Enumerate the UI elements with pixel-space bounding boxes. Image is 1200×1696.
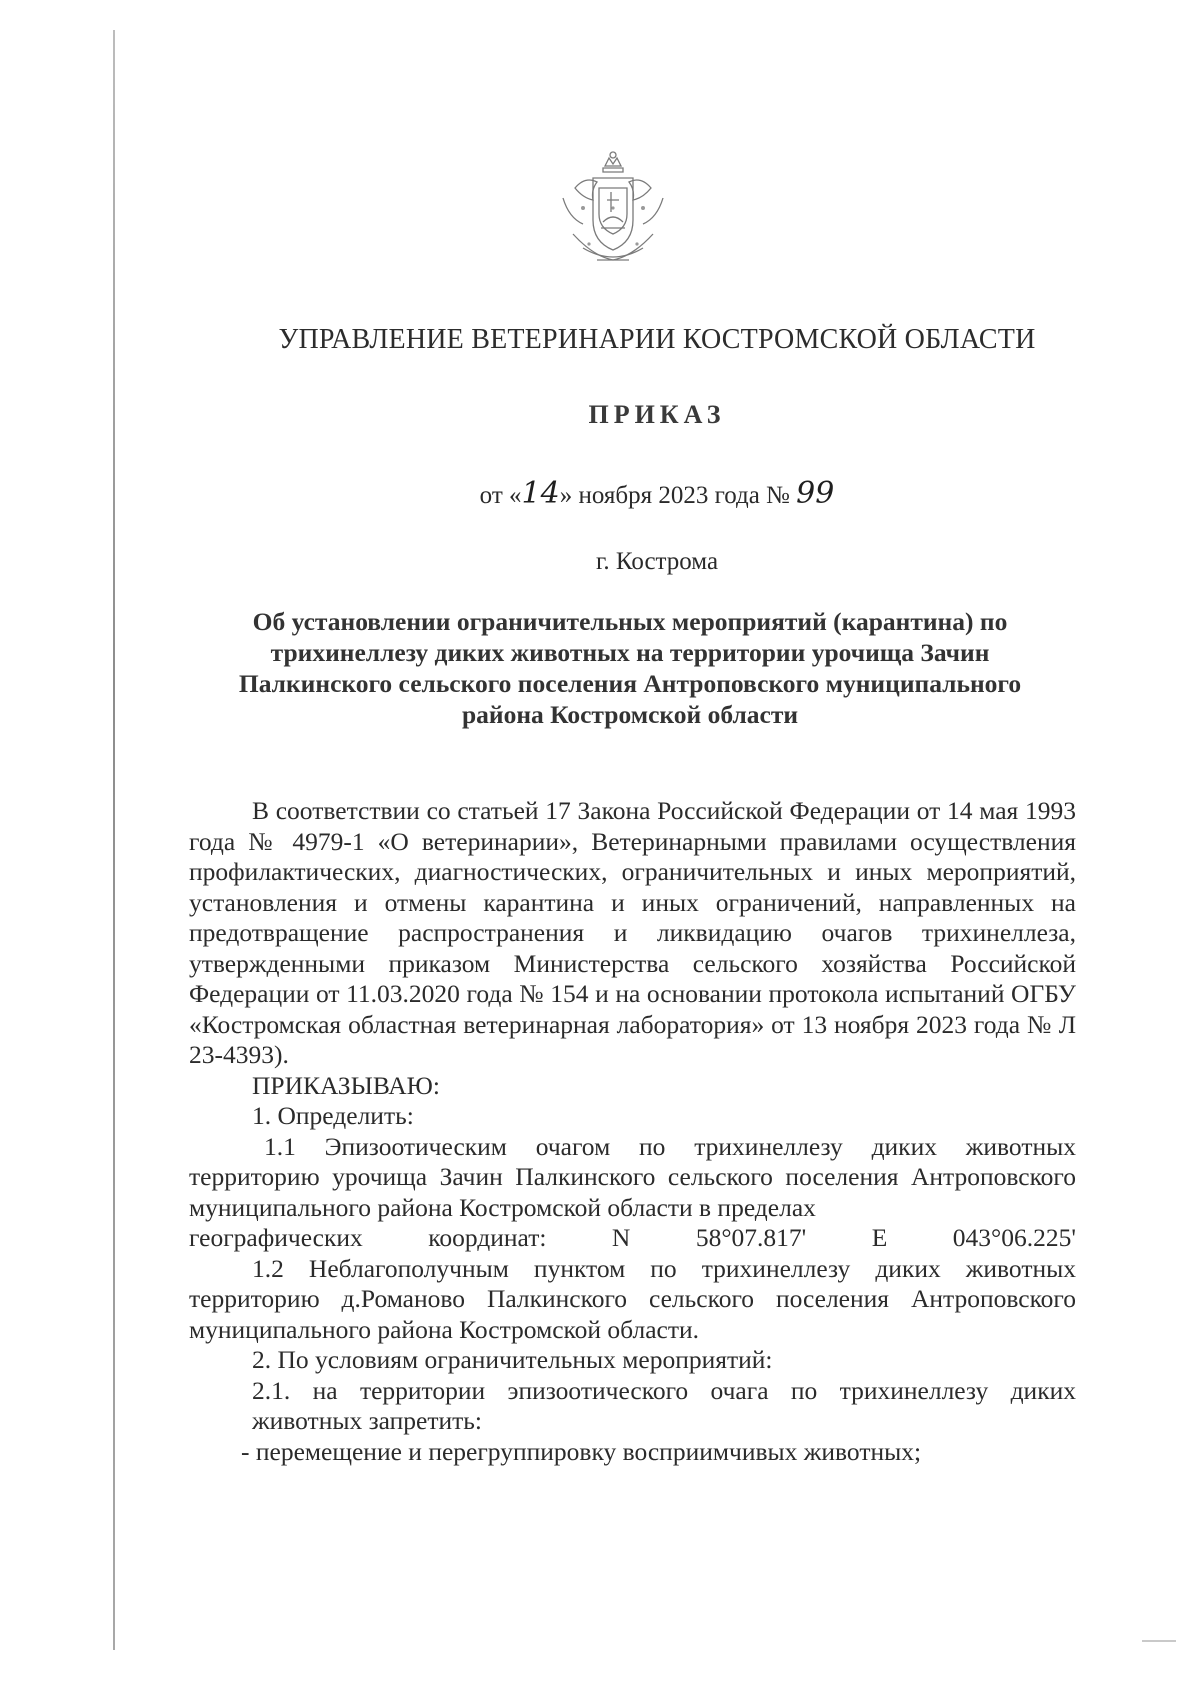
date-prefix: от « [479,482,522,509]
item-2-1: 2.1. на территории эпизоотического очага по трихинеллезу диких животных запретить: [252,1375,1076,1435]
date-day: 14 [521,476,560,511]
latitude-label: N [611,1223,631,1252]
preamble-paragraph: В соответствии со статьей 17 Закона Российской Федерации от 14 мая 1993 года № 4979-1 «О ветеринарии», Ветеринарными правилами осуществления профилактических, диагностических, ограничительных и иных мероприятий, установления и отмены карантина и иных ограничений, направленных на предотвращение распространения и ликвидацию очагов трихинеллеза, утвержденными приказом Министерства сельского хозяйства Российской Федерации от 11.03.2020 года № 154 и на основании протокола испытаний ОГБУ «Костромская областная ветеринарная лаборатория» от 13 ноября 2023 года № Л 23-4393). [189,796,1076,1069]
organization-name: УПРАВЛЕНИЕ ВЕТЕРИНАРИИ КОСТРОМСКОЙ ОБЛАСТИ [278,324,1036,355]
coords-word: координат: [428,1223,547,1252]
list-item: - перемещение и перегруппировку восприимчивых животных; [241,1436,922,1466]
latitude-value: 58°07.817' [695,1223,807,1252]
city: г. Кострома [595,548,719,575]
title-line: трихинеллезу диких животных на территории урочища Зачин [270,638,990,667]
item-1-2: 1.2 Неблагополучным пунктом по трихинеллезу диких животных территорию д.Романово Палкинского сельского поселения Антроповского муниципального района Костромской области. [189,1253,1076,1344]
document-title [190,606,1070,730]
document-type: ПРИКАЗ [588,400,726,429]
longitude-label: E [871,1223,888,1252]
date-month-year: » ноября 2023 года № [559,482,790,509]
title-line: района Костромской области [461,700,799,729]
scan-margin-line [113,30,115,1650]
coat-of-arms-icon [553,148,673,270]
document-body [189,796,1076,1467]
longitude-value: 043°06.225' [952,1223,1076,1252]
item-1-1: 1.1 Эпизоотическим очагом по трихинеллезу диких животных территорию урочища Зачин Палкинского сельского поселения Антроповского муниципального района Костромской области в пределах [189,1131,1076,1222]
item-1: 1. Определить: [252,1101,414,1130]
order-word: ПРИКАЗЫВАЮ: [252,1070,440,1100]
scan-artifact [1142,1640,1176,1642]
coords-word: географических [189,1223,363,1252]
item-2: 2. По условиям ограничительных мероприятий: [252,1345,773,1374]
title-line: Об установлении ограничительных мероприятий (карантина) по [252,607,1008,636]
document-date-line [57,476,1200,511]
title-line: Палкинского сельского поселения Антроповского муниципального [238,669,1022,698]
coordinates-line [189,1223,1076,1254]
document-number: 99 [796,476,835,511]
